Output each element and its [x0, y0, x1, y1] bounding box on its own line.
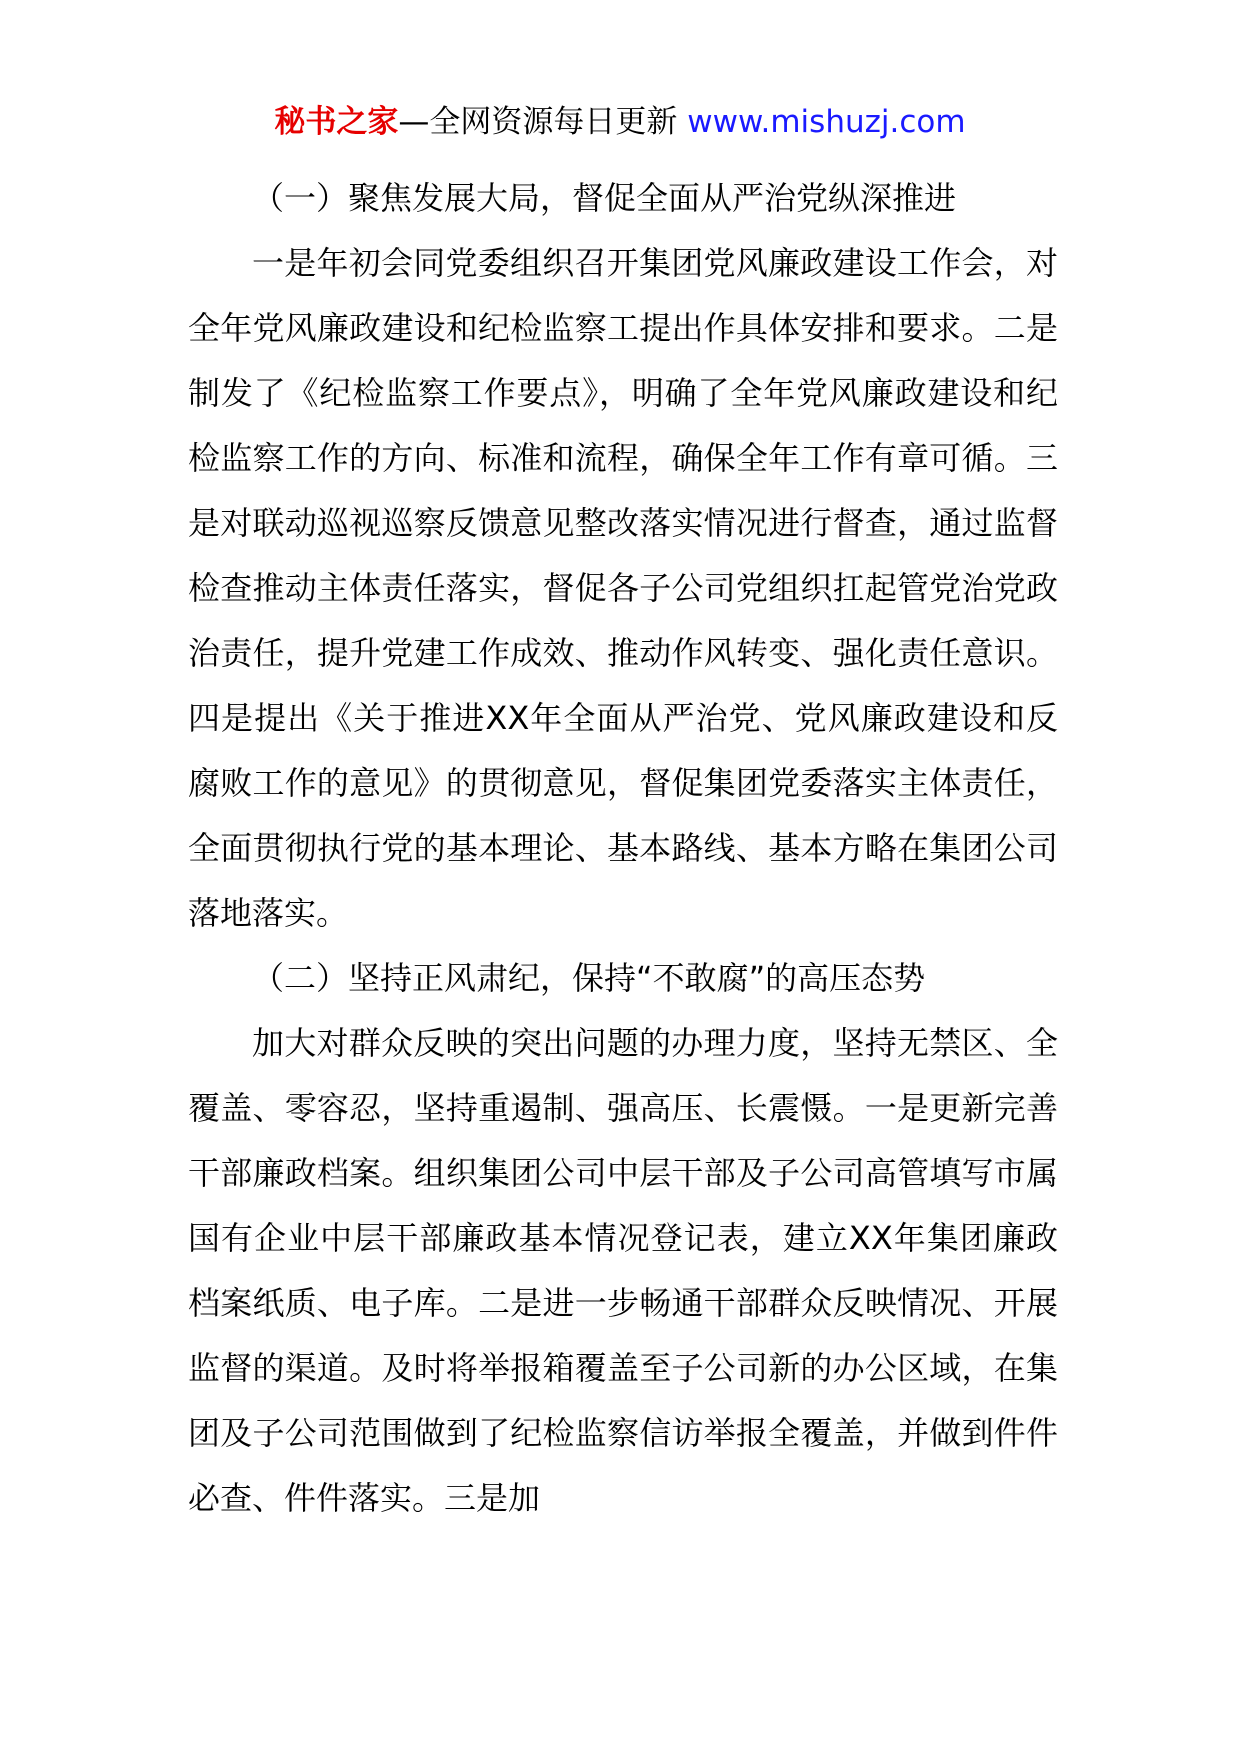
paragraph-2: 加大对群众反映的突出问题的办理力度，坚持无禁区、全覆盖、零容忍，坚持重遏制、强高压、长震慑。一是更新完善干部廉政档案。组织集团公司中层干部及子公司高管填写市属国有企业中层干部廉政基本情况登记表，建立XX年集团廉政档案纸质、电子库。二是进一步畅通干部群众反映情况、开展监督的渠道。及时将举报箱覆盖至子公司新的办公区域，在集团及子公司范围做到了纪检监察信访举报全覆盖，并做到件件必查、件件落实。三是加 [188, 1024, 1058, 1517]
header-tagline: —全网资源每日更新 [398, 104, 688, 140]
header-url-link[interactable]: www.mishuzj.com [687, 104, 966, 140]
header-brand: 秘书之家 [274, 104, 399, 140]
page-header [0, 100, 1240, 144]
section-heading-1: （一）聚焦发展大局，督促全面从严治党纵深推进 [252, 179, 957, 217]
document-body [188, 166, 1058, 1531]
paragraph-1: 一是年初会同党委组织召开集团党风廉政建设工作会，对全年党风廉政建设和纪检监察工提出作具体安排和要求。二是制发了《纪检监察工作要点》，明确了全年党风廉政建设和纪检监察工作的方向、标准和流程，确保全年工作有章可循。三是对联动巡视巡察反馈意见整改落实情况进行督查，通过监督检查推动主体责任落实，督促各子公司党组织扛起管党治党政治责任，提升党建工作成效、推动作风转变、强化责任意识。四是提出《关于推进XX年全面从严治党、党风廉政建设和反腐败工作的意见》的贯彻意见，督促集团党委落实主体责任，全面贯彻执行党的基本理论、基本路线、基本方略在集团公司落地落实。 [188, 244, 1058, 932]
section-heading-2: （二）坚持正风肃纪，保持“不敢腐”的高压态势 [252, 959, 926, 997]
